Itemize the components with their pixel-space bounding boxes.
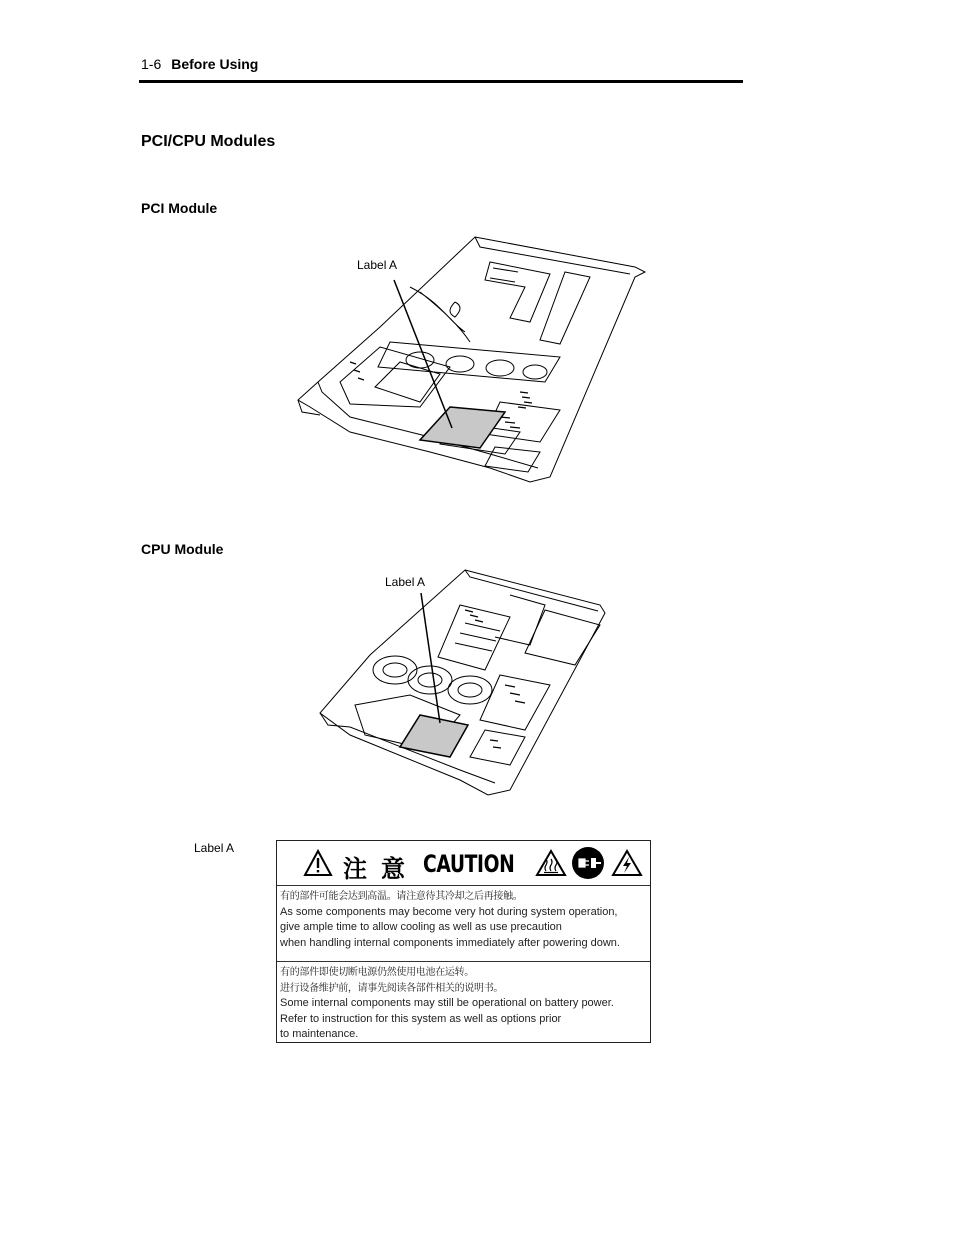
caution-title: CAUTION bbox=[423, 850, 515, 878]
caution-battery-line-2: Refer to instruction for this system as well as options prior bbox=[280, 1012, 562, 1025]
caution-section-battery bbox=[277, 962, 650, 1043]
caution-cjk-char-2: 意 bbox=[381, 855, 405, 883]
caution-section-hot bbox=[277, 886, 650, 962]
cpu-module-illustration bbox=[310, 565, 610, 805]
caution-battery-cjk-2: 进行设备维护前，请事先阅读各部件相关的说明书。 bbox=[280, 982, 504, 994]
cpu-label-callout: Label A bbox=[385, 575, 426, 589]
label-a-caption: Label A bbox=[194, 841, 235, 855]
warning-triangle-icon bbox=[303, 849, 333, 877]
caution-cjk-char-1: 注 bbox=[343, 855, 367, 883]
running-header-title: Before Using bbox=[171, 56, 259, 72]
pci-label-callout: Label A bbox=[357, 258, 398, 272]
electric-shock-icon bbox=[611, 849, 643, 877]
caution-battery-cjk-1: 有的部件即使切断电源仍然使用电池在运转。 bbox=[280, 967, 474, 978]
caution-hot-line-2: give ample time to allow cooling as well as use precaution bbox=[280, 921, 562, 933]
caution-battery-line-3: to maintenance. bbox=[280, 1028, 359, 1040]
caution-hot-cjk: 有的部件可能会达到高温。请注意待其冷却之后再接触。 bbox=[280, 891, 523, 902]
running-header bbox=[141, 56, 258, 72]
pci-label-a-sticker bbox=[420, 407, 505, 448]
unplug-power-icon bbox=[571, 846, 605, 880]
caution-hot-line-3: when handling internal components immediately after powering down. bbox=[280, 936, 620, 949]
header-rule bbox=[139, 80, 743, 83]
caution-battery-line-1: Some internal components may still be operational on battery power. bbox=[280, 997, 614, 1009]
section-heading: PCI/CPU Modules bbox=[141, 133, 276, 150]
pci-module-heading: PCI Module bbox=[141, 200, 218, 216]
caution-label bbox=[276, 840, 651, 1043]
cpu-module-heading: CPU Module bbox=[141, 541, 224, 557]
pci-module-illustration bbox=[290, 232, 660, 500]
caution-title-bar bbox=[277, 841, 650, 886]
page-number: 1-6 bbox=[141, 56, 162, 72]
caution-hot-line-1: As some components may become very hot during system operation, bbox=[280, 905, 618, 918]
hot-surface-icon bbox=[535, 849, 567, 877]
